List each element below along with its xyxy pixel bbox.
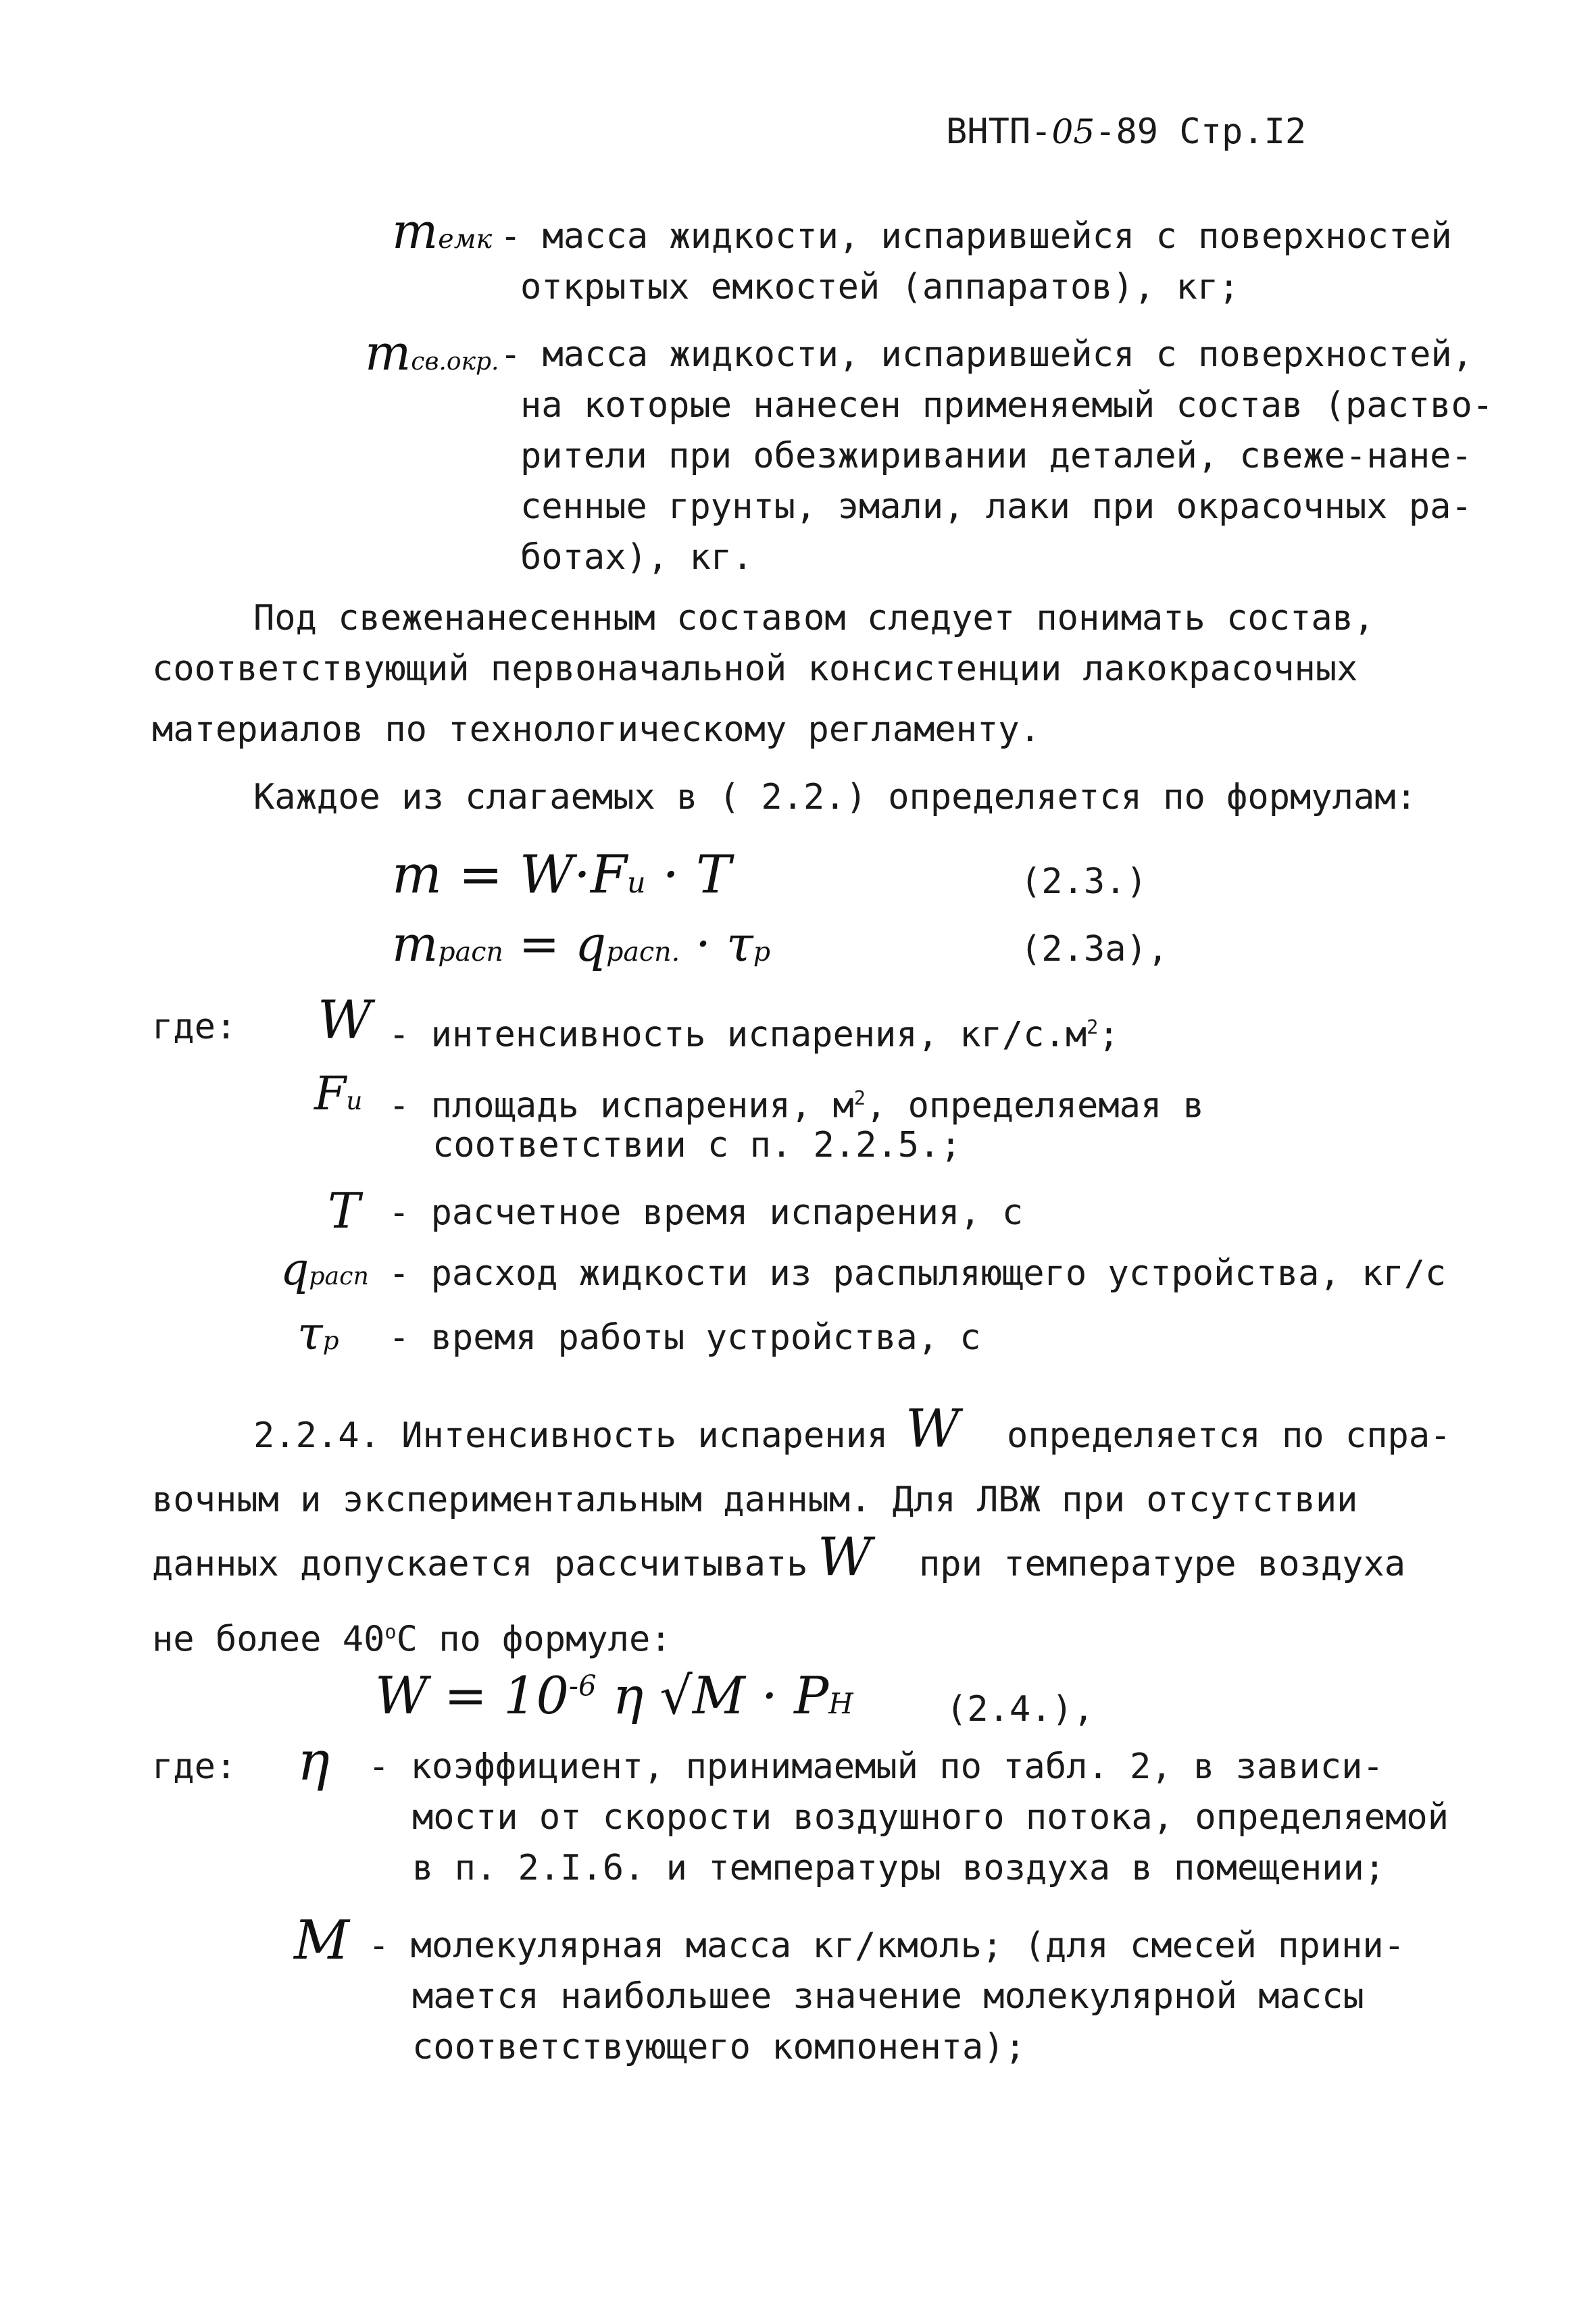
def-line: - масса жидкости, испарившейся с поверхностей [500, 216, 1452, 257]
doc-suffix: -89 Стр.I2 [1095, 111, 1307, 152]
formula-number: (2.4.), [946, 1689, 1095, 1730]
page-header [946, 111, 1306, 152]
symbol-W-inline: W [905, 1399, 960, 1459]
symbol-W-inline: W [818, 1527, 872, 1588]
paragraph-line: материалов по технологическому регламенту. [152, 709, 1041, 750]
symbol-m-sv: mсв.окр. [365, 324, 499, 381]
symbol-F: Fи [314, 1067, 363, 1121]
def-line: - расчетное время испарения, с [389, 1192, 1024, 1233]
where-label: где: [152, 1746, 237, 1787]
formula-2-3a: mрасп = qрасп. · τр [392, 915, 771, 972]
def-line: - масса жидкости, испарившейся с поверхностей, [500, 334, 1474, 375]
def-line: на которые нанесен применяемый состав (раство- [520, 385, 1494, 426]
symbol-T: T [328, 1182, 361, 1239]
def-line: мается наибольшее значение молекулярной массы [412, 1976, 1364, 2017]
formula-2-3: m = W·Fи · T [392, 845, 732, 905]
def-line: сенные грунты, эмали, лаки при окрасочных ра- [520, 486, 1472, 527]
symbol-eta: η [297, 1730, 330, 1792]
def-line: - молекулярная масса кг/кмоль; (для смесей прини- [368, 1926, 1405, 1966]
paragraph-line: не более $40^оС$ по формуле: [152, 1619, 672, 1660]
symbol-W: W [318, 990, 372, 1051]
symbol-q-rasp: qрасп [280, 1243, 369, 1295]
where-label: где: [152, 1007, 237, 1047]
paragraph-line: при температуре воздуха [919, 1544, 1406, 1584]
def-line: рители при обезжиривании деталей, свеже-нане- [520, 436, 1472, 476]
def-line: - расход жидкости из распыляющего устройства, кг/с [389, 1253, 1447, 1294]
def-line: - площадь испарения, $м^2$, определяемая в [389, 1085, 1204, 1126]
symbol-M: M [294, 1909, 349, 1971]
def-line: в п. 2.I.6. и температуры воздуха в помещении; [412, 1848, 1386, 1888]
paragraph-line: соответствующий первоначальной консистенции лакокрасочных [152, 649, 1358, 689]
paragraph-line: Каждое из слагаемых в ( 2.2.) определяется по формулам: [253, 777, 1417, 818]
paragraph-line: вочным и экспериментальным данным. Для ЛВЖ при отсутствии [152, 1480, 1358, 1520]
formula-2-4: $W = 10^{-6}$ η √M · PH [375, 1665, 853, 1726]
symbol-tau: τр [297, 1307, 339, 1361]
paragraph-line: Под свеженанесенным составом следует понимать состав, [253, 598, 1375, 638]
def-line: соответствии с п. 2.2.5.; [432, 1125, 962, 1165]
def-line: - коэффициент, принимаемый по табл. 2, в зависи- [368, 1746, 1384, 1787]
def-line: ботах), кг. [520, 537, 753, 578]
paragraph-line: данных допускается рассчитывать [152, 1544, 808, 1584]
paragraph-line: определяется по спра- [1007, 1415, 1451, 1456]
def-line: - время работы устройства, с [389, 1317, 981, 1358]
formula-number: (2.3а), [1020, 929, 1169, 970]
def-line: соответствующего компонента); [412, 2027, 1026, 2067]
formula-number: (2.3.) [1020, 861, 1147, 902]
doc-number-handwritten: 05 [1051, 112, 1095, 151]
def-line: мости от скорости воздушного потока, определяемой [412, 1797, 1449, 1838]
paragraph-line: 2.2.4. Интенсивность испарения [253, 1415, 889, 1456]
doc-prefix: ВНТП- [946, 111, 1052, 152]
def-line: - интенсивность испарения, $кг/с.м^2$; [389, 1014, 1120, 1055]
def-line: открытых емкостей (аппаратов), кг; [520, 267, 1240, 307]
symbol-m-emk: mемк [392, 203, 493, 259]
